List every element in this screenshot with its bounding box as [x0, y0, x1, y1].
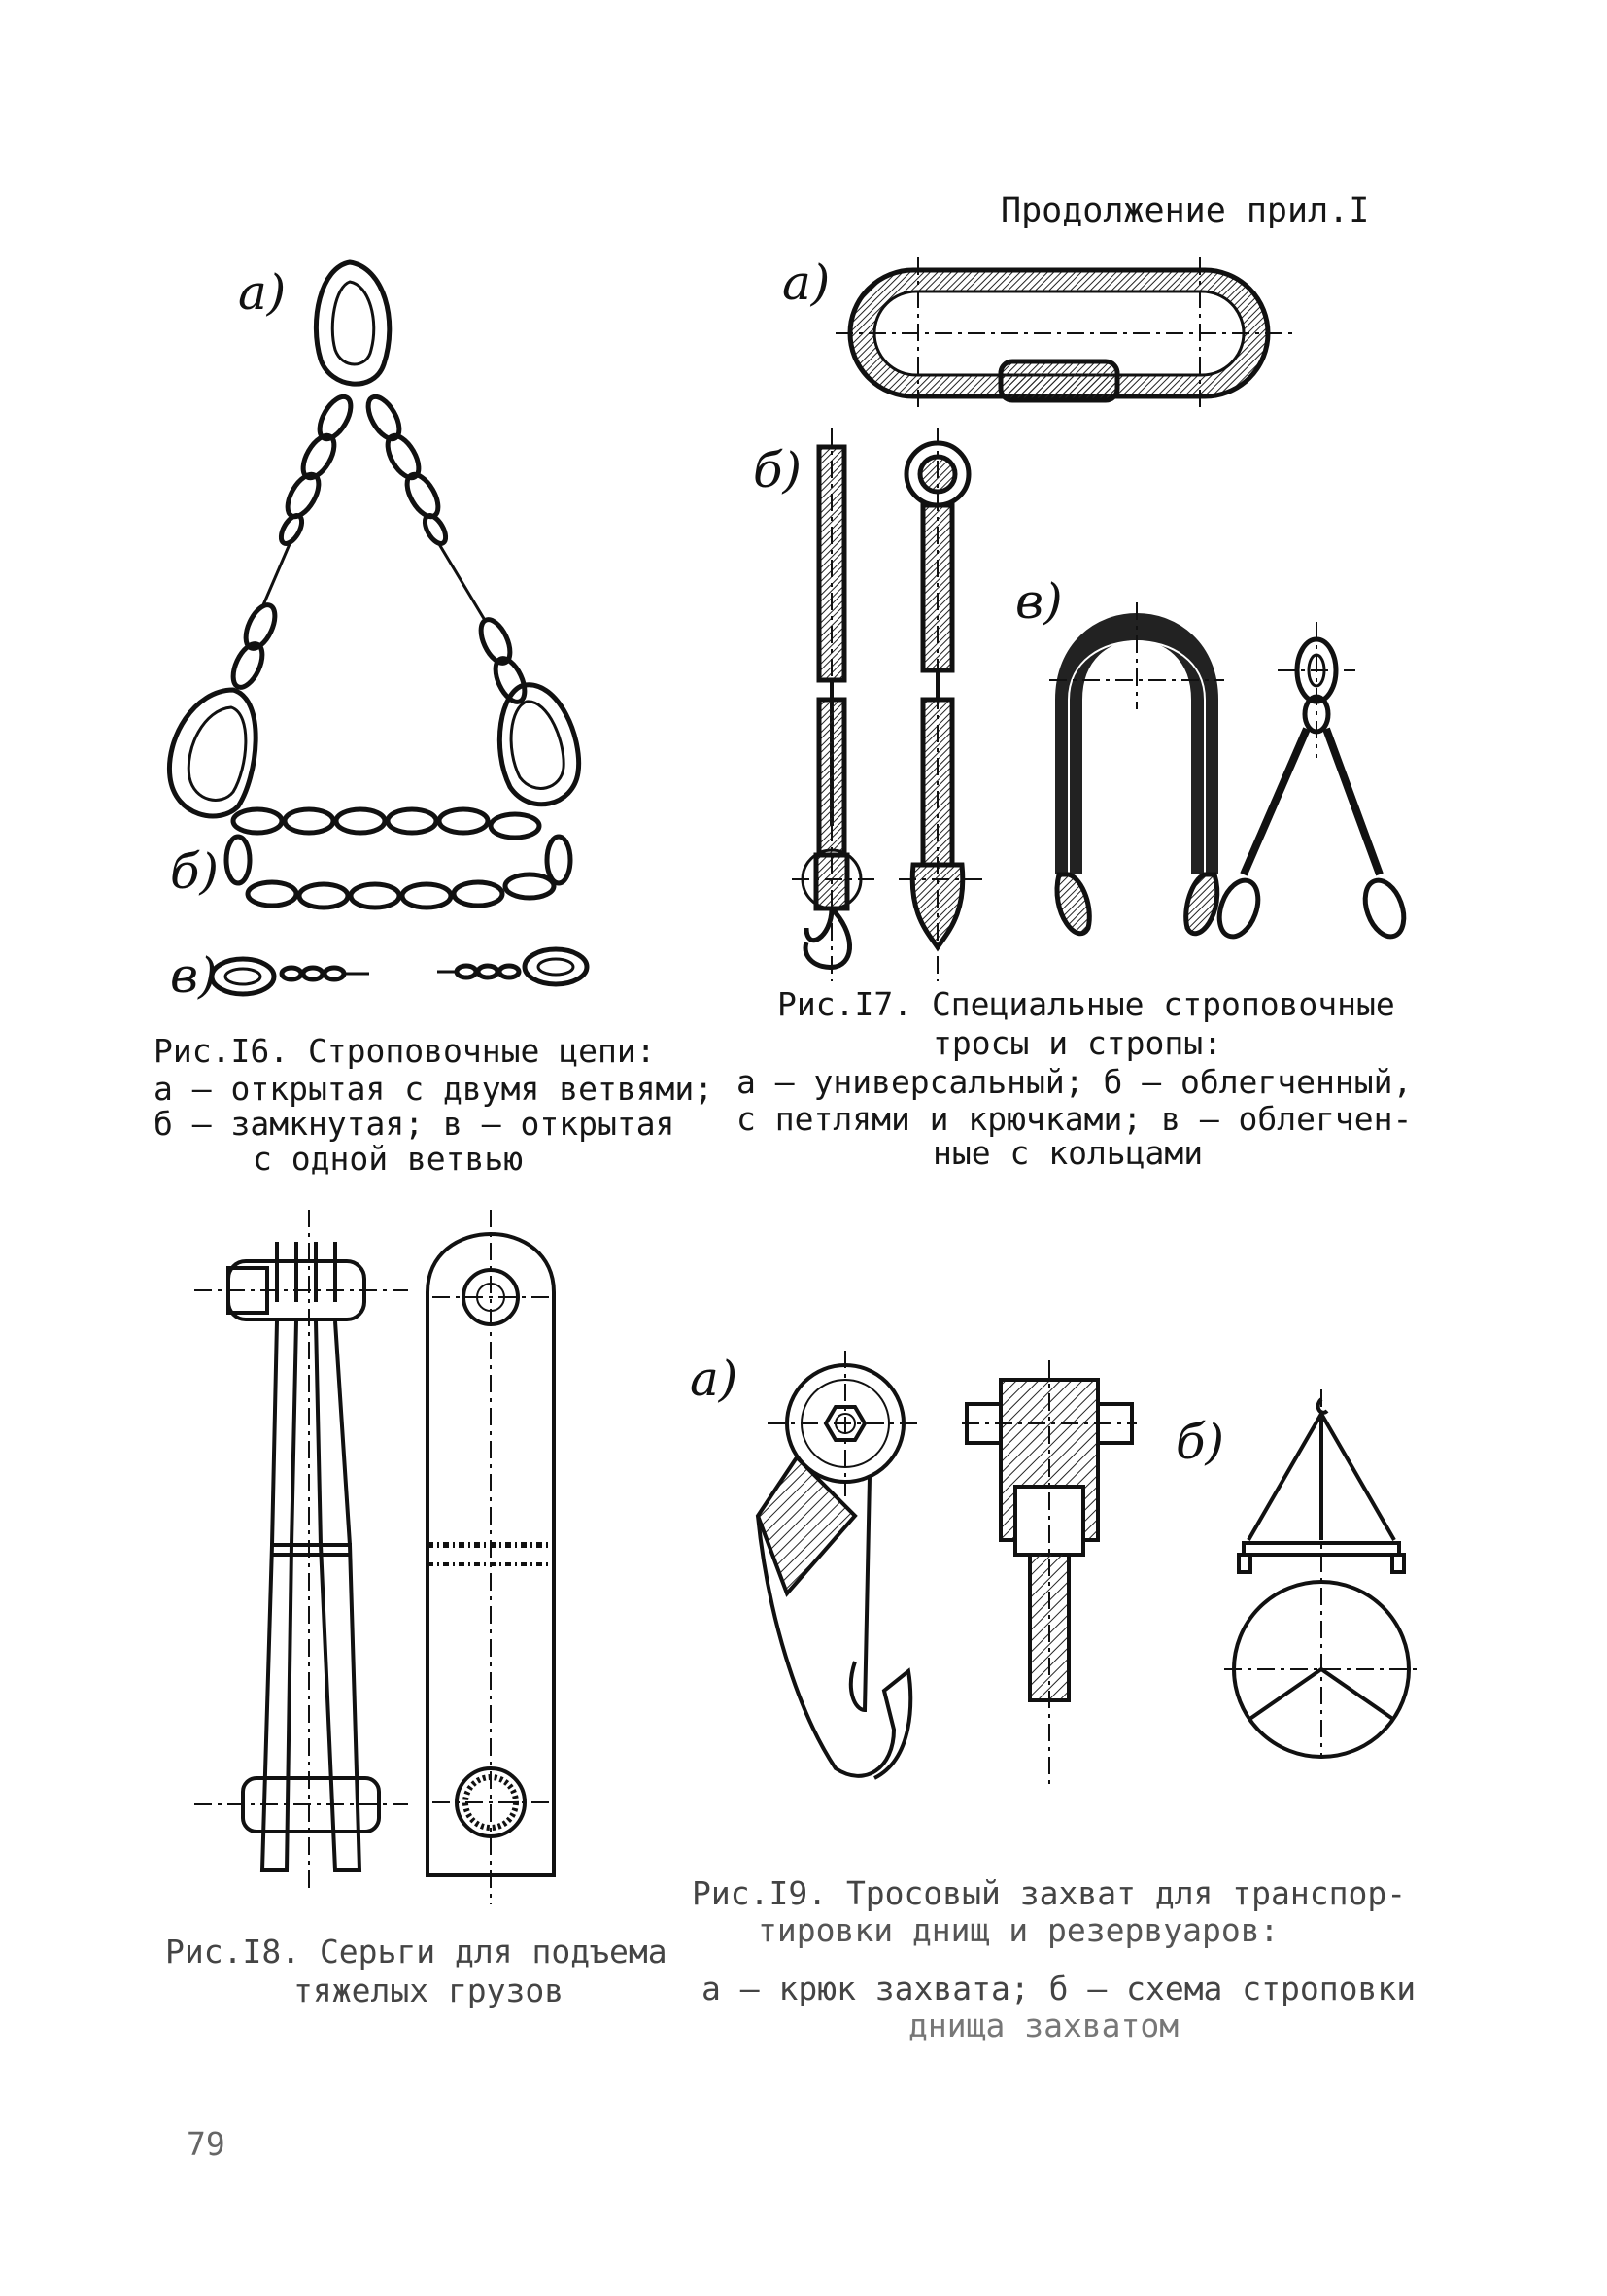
fig16-caption-title: Рис.I6. Строповочные цепи: — [154, 1032, 656, 1070]
fig17-caption-line1: а – универсальный; б – облегченный, — [736, 1063, 1413, 1101]
fig19-scheme — [1224, 1389, 1419, 1757]
fig19-caption-line2: тировки днищ и резервуаров: — [758, 1911, 1280, 1949]
fig19-label-b: б) — [1176, 1414, 1225, 1470]
fig19-hook-section — [962, 1360, 1137, 1788]
fig18-caption-line2: тяжелых грузов — [293, 1971, 564, 2009]
fig17-caption-line2: с петлями и крючками; в – облегчен- — [736, 1100, 1413, 1138]
fig16-caption-line3: с одной ветвью — [253, 1140, 524, 1178]
fig16-label-v: в) — [170, 947, 218, 1004]
fig19-caption-line4: днища захватом — [908, 2006, 1180, 2044]
fig17-caption-title: Рис.I7. Специальные строповочные — [777, 985, 1395, 1023]
fig17-label-v: в) — [1015, 573, 1063, 630]
fig16-label-a: а) — [238, 264, 287, 321]
continuation-header: Продолжение прил.I — [1001, 191, 1370, 230]
fig19-caption-line1: Рис.I9. Тросовый захват для транспор- — [692, 1874, 1407, 1912]
fig16-caption-line1: а – открытая с двумя ветвями; — [154, 1070, 714, 1108]
fig17-label-a: а) — [782, 255, 831, 311]
fig17-caption-line3: ные с кольцами — [933, 1134, 1204, 1172]
fig17-caption-line0: тросы и стропы: — [933, 1024, 1223, 1062]
fig16-label-b: б) — [170, 843, 220, 900]
page-number: 79 — [187, 2125, 225, 2163]
fig19-caption-line3: а – крюк захвата; б – схема строповки — [701, 1970, 1417, 2007]
fig17-label-b: б) — [753, 442, 803, 498]
fig19-label-a: а) — [690, 1351, 738, 1407]
fig19-hook — [758, 1351, 923, 1778]
fig18-caption-line1: Рис.I8. Серьги для подъема — [165, 1933, 667, 1970]
fig16-caption-line2: б – замкнутая; в – открытая — [154, 1105, 675, 1143]
